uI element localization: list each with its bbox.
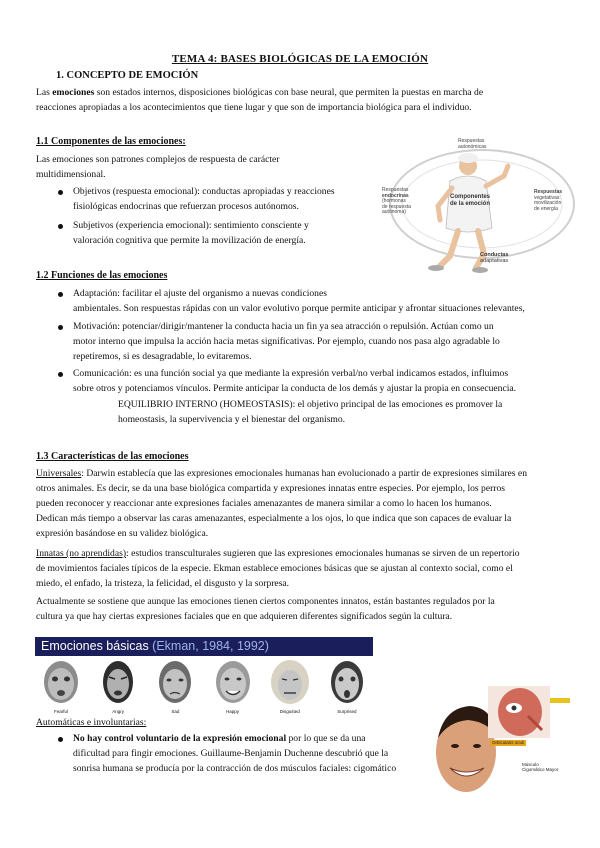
functions-bullet-communication: Comunicación: es una función social ya que mediante la expresión verbal/no verbal indicamos estados, influimos sobre otros y potenciamos vínculos. Permite anticipar la conducta de los demás y ajustar la propia en consecuencia. <box>73 368 517 394</box>
face-fearful: Fearful <box>36 658 86 714</box>
face-photo-icon <box>325 658 369 704</box>
functions-bullet-adaptation: Adaptación: facilitar el ajuste del organismo a nuevas condiciones ambientales. Son respuestas rápidas con un valor evolutivo porque permite anticipar y afrontar situaciones relevantes, <box>73 288 525 314</box>
innate-paragraph: Innatas (no aprendidas): estudios transculturales sugieren que las expresiones emocionales humanas se sirven de un repertorio de movimientos faciales típicos de la especie. Ekman establece emociones básicas que se ajustan al contexto social, como el miedo, el enfado, la tristeza, la felicidad, el disgusto y la sorpresa. <box>36 548 520 589</box>
culture-paragraph: Actualmente se sostiene que aunque las emociones tienen ciertos componentes innatos, están bastantes regulados por la cultura ya que hay ciertas expresiones faciales que en que adquieren diferentes significados según la cultura. <box>36 596 495 622</box>
ekman-banner: Emociones básicas (Ekman, 1984, 1992) <box>35 637 373 656</box>
section-1-3-heading: 1.3 Características de las emociones <box>36 451 189 462</box>
face-surprised: Surprised <box>322 658 372 714</box>
figure-label-left: Respuestas endocrinas (hormonas de respuesta autónoma) <box>382 187 411 215</box>
figure-label-top: Respuestas autonómicas <box>458 138 487 150</box>
section-1-1-heading: 1.1 Componentes de las emociones: <box>36 136 186 147</box>
duchenne-figure <box>430 686 585 796</box>
functions-bullet-motivation: Motivación: potenciar/dirigir/mantener la conducta hacia un fin ya sea atracción o repulsión. Actúan como un motor interno que impulsa la acción hacia metas significativas. Por ejemplo, cuando nos pasa algo agradable lo repetiremos, si es desagradable, lo evitaremos. <box>73 321 500 362</box>
muscle-label-zygomatic: Músculo Cigomático Mayor <box>522 762 559 772</box>
face-angry: Angry <box>93 658 143 714</box>
face-photo-icon <box>153 658 197 704</box>
emotion-components-figure <box>380 136 580 276</box>
universal-paragraph: Universales: Darwin establecía que las expresiones emocionales humanas han evolucionado a partir de expresiones similares en otros animales. Es decir, se da una base biológica compartida y expresiones innatas entre especies. Por ejemplo, los perros pueden reconocer y reaccionar ante expresiones faciales amenazantes de manera similar a como lo hacen los humanos. Dedican más tiempo a observar las caras amenazantes, especialmente a los ojos, lo que indica que son capaces de evaluar la expresión basándose en su validez biológica. <box>36 468 527 539</box>
automatic-bullet: No hay control voluntario de la expresión emocional por lo que se da una dificultad para fingir emociones. Guillaume-Benjamin Duchenne descubrió que la sonrisa humana se producía por la contracción de dos músculos faciales: cigomático <box>73 733 397 774</box>
face-sad: Sad <box>150 658 200 714</box>
section-1-heading: 1. CONCEPTO DE EMOCIÓN <box>56 70 199 81</box>
section-1-2-heading: 1.2 Funciones de las emociones <box>36 270 168 281</box>
bullet-icon <box>58 224 63 229</box>
figure-label-bottom: Conductas adaptativas <box>480 252 509 264</box>
figure-label-center: Componentes de la emoción <box>450 194 491 207</box>
face-photo-icon <box>39 658 83 704</box>
bullet-icon <box>58 372 63 377</box>
components-bullet-objective: Objetivos (respuesta emocional): conductas apropiadas y reacciones fisiológicas endocrinas que refuerzan procesos autónomos. <box>73 186 335 212</box>
muscle-label-orbicularis: Orbicularis oculi <box>492 740 525 745</box>
face-photo-icon <box>211 658 255 704</box>
page-title: TEMA 4: BASES BIOLÓGICAS DE LA EMOCIÓN <box>171 53 429 65</box>
bullet-icon <box>58 737 63 742</box>
automatic-heading: Automáticas e involuntarias: <box>36 717 147 728</box>
homeostasis-paragraph: EQUILIBRIO INTERNO (HOMEOSTASIS): el objetivo principal de las emociones es promover la homeostasis, la supervivencia y el bienestar del organismo. <box>118 399 503 425</box>
intro-paragraph: Las emociones son estados internos, disposiciones biológicas con base neural, que permiten la puestas en marcha de reacciones apropiadas a los acontecimientos que tiene lugar y que son de importancia biológica para el individuo. <box>36 87 484 113</box>
bullet-icon <box>58 325 63 330</box>
face-photo-icon <box>96 658 140 704</box>
face-disgusted: Disgusted <box>265 658 315 714</box>
figure-label-right: Respuestas vegetativas: movilización de energía <box>534 189 563 212</box>
components-paragraph: Las emociones son patrones complejos de respuesta de carácter multidimensional. <box>36 154 280 180</box>
bullet-icon <box>58 292 63 297</box>
face-happy: Happy <box>208 658 258 714</box>
ekman-faces-row <box>36 658 372 714</box>
bullet-icon <box>58 190 63 195</box>
components-bullet-subjective: Subjetivos (experiencia emocional): sentimiento consciente y valoración cognitiva que permite la movilización de energía. <box>73 220 309 246</box>
face-photo-icon <box>268 658 312 704</box>
